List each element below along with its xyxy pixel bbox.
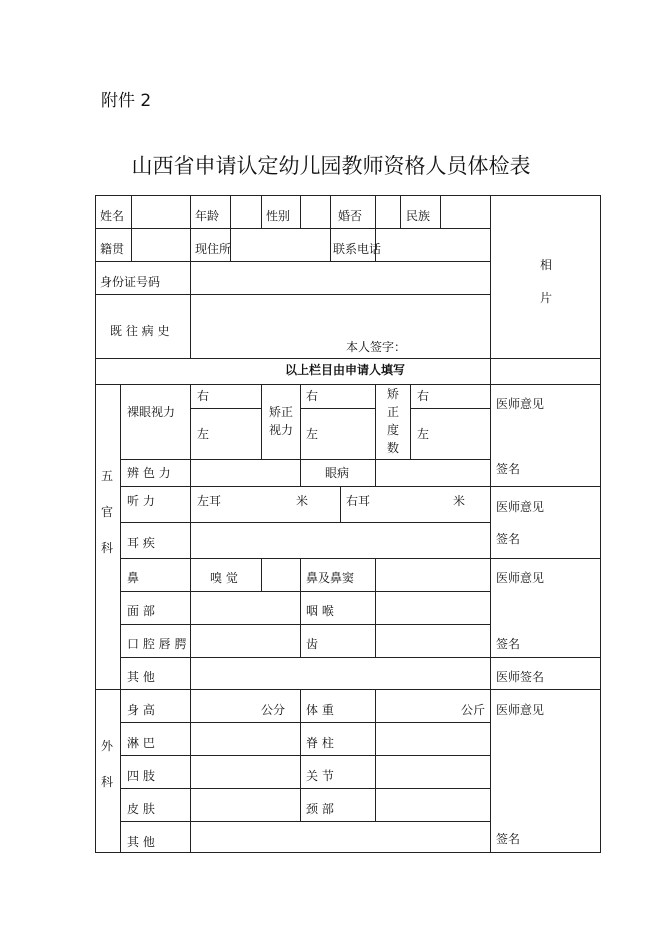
eye-disease-label: 眼病 xyxy=(325,466,350,480)
throat-label: 咽 喉 xyxy=(306,604,334,618)
residence-label: 现住所 xyxy=(195,242,232,256)
gender-label: 性别 xyxy=(266,209,291,223)
lymph-label: 淋 巴 xyxy=(127,736,155,750)
hearing-label: 听 力 xyxy=(127,494,155,508)
right-ear-unit: 米 xyxy=(453,494,466,508)
naked-right-label: 右 xyxy=(197,389,210,403)
naked-left-label: 左 xyxy=(197,427,210,441)
corrected-vision-label: 矫正 视力 xyxy=(268,405,293,437)
native-place-label: 籍贯 xyxy=(100,242,125,256)
age-label: 年龄 xyxy=(195,209,220,223)
left-ear-unit: 米 xyxy=(296,494,309,508)
height-label: 身 高 xyxy=(127,703,155,717)
marital-label: 婚否 xyxy=(338,209,363,223)
medical-history-label: 既 往 病 史 xyxy=(110,324,170,338)
teeth-label: 齿 xyxy=(306,637,319,651)
weight-label: 体 重 xyxy=(306,703,334,717)
degree-left-label: 左 xyxy=(417,427,430,441)
naked-vision-label: 裸眼视力 xyxy=(127,405,176,419)
face-label: 面 部 xyxy=(127,604,155,618)
vision-doctor-opinion: 医师意见 xyxy=(496,397,545,411)
color-vision-label: 辨 色 力 xyxy=(127,466,171,480)
right-ear-label: 右耳 xyxy=(346,494,371,508)
spine-label: 脊 柱 xyxy=(306,736,334,750)
ent-sign-label: 签名 xyxy=(496,637,521,651)
oral-label: 口 腔 唇 腭 xyxy=(127,637,187,651)
wuguan-other-label: 其 他 xyxy=(127,670,155,684)
limbs-label: 四 肢 xyxy=(127,769,155,783)
waike-other-label: 其 他 xyxy=(127,835,155,849)
photo-label-1: 相 xyxy=(540,258,553,272)
height-unit: 公分 xyxy=(261,703,286,717)
corrected-left-label: 左 xyxy=(306,427,319,441)
ethnicity-label: 民族 xyxy=(406,209,431,223)
left-ear-label: 左耳 xyxy=(197,494,222,508)
wuguan-doctor-sign: 医师签名 xyxy=(496,670,545,684)
vision-sign-label: 签名 xyxy=(496,462,521,476)
name-label: 姓名 xyxy=(100,209,125,223)
filled-by-applicant-note: 以上栏目由申请人填写 xyxy=(284,363,405,377)
joints-label: 关 节 xyxy=(306,769,334,783)
sinus-label: 鼻及鼻窦 xyxy=(306,571,355,585)
waike-section-label: 外 科 xyxy=(100,739,113,789)
signature-label: 本人签字： xyxy=(346,340,407,354)
photo-label-2: 片 xyxy=(540,291,553,305)
degree-right-label: 右 xyxy=(417,389,430,403)
ear-sign-label: 签名 xyxy=(496,532,521,546)
phone-label: 联系电话 xyxy=(333,242,382,256)
ent-doctor-opinion: 医师意见 xyxy=(496,571,545,585)
skin-label: 皮 肤 xyxy=(127,802,155,816)
nose-label: 鼻 xyxy=(127,571,140,585)
ear-disease-label: 耳 疾 xyxy=(127,536,155,550)
neck-label: 颈 部 xyxy=(306,802,334,816)
correction-degree-label: 矫 正 度 数 xyxy=(386,387,399,455)
waike-doctor-opinion: 医师意见 xyxy=(496,703,545,717)
attachment-label: 附件 2 xyxy=(101,91,152,111)
weight-unit: 公斤 xyxy=(461,703,486,717)
form-title: 山西省申请认定幼儿园教师资格人员体检表 xyxy=(131,154,531,178)
smell-label: 嗅 觉 xyxy=(210,571,238,585)
wuguan-section-label: 五 官 科 xyxy=(100,469,113,555)
id-number-label: 身份证号码 xyxy=(100,275,161,289)
corrected-right-label: 右 xyxy=(306,389,319,403)
ear-doctor-opinion: 医师意见 xyxy=(496,500,545,514)
waike-sign-label: 签名 xyxy=(496,832,521,846)
